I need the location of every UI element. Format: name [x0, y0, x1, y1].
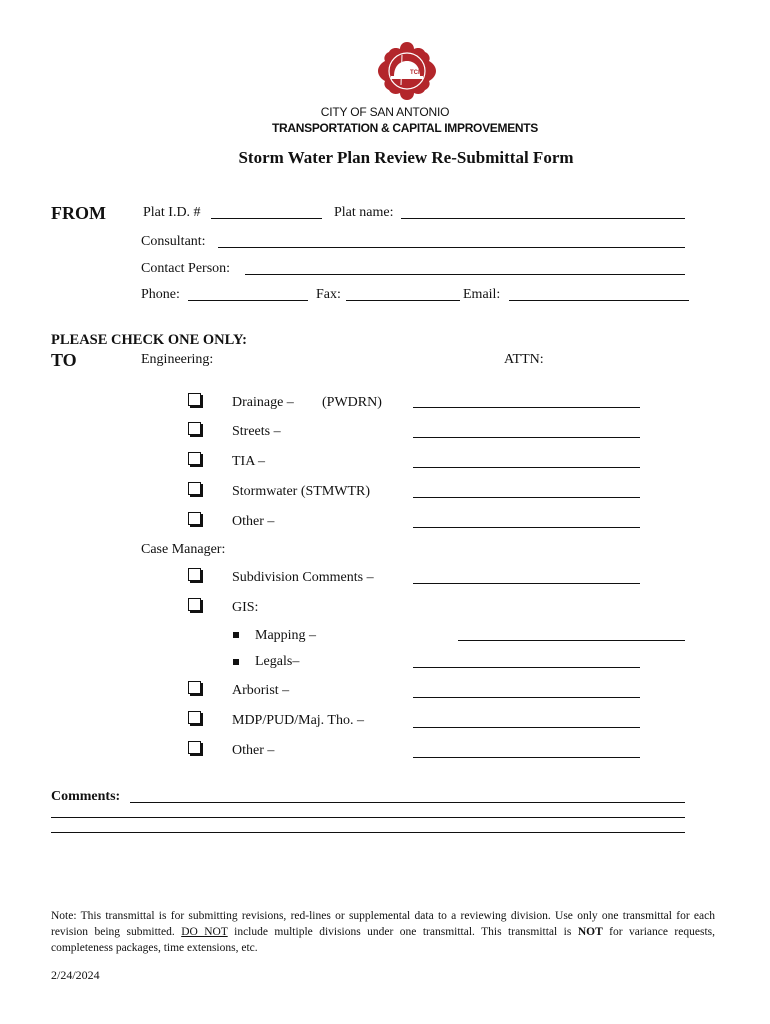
tia-attn-field[interactable]: [413, 467, 640, 468]
comments-line-1[interactable]: [130, 802, 685, 803]
contact-person-label: Contact Person:: [141, 261, 231, 276]
mdp-attn-field[interactable]: [413, 727, 640, 728]
check-one-instruction: PLEASE CHECK ONE ONLY:: [51, 332, 247, 348]
fax-field[interactable]: [346, 300, 460, 301]
legals-bullet: [233, 659, 239, 665]
other-case-attn-field[interactable]: [413, 757, 640, 758]
mapping-label: Mapping –: [255, 628, 317, 643]
other-case-checkbox[interactable]: [188, 741, 201, 754]
consultant-field[interactable]: [218, 247, 685, 248]
plat-name-field[interactable]: [401, 218, 685, 219]
drainage-attn-field[interactable]: [413, 407, 640, 408]
note-do-not: DO NOT: [181, 926, 228, 938]
email-label: Email:: [463, 287, 501, 302]
subdivision-attn-field[interactable]: [413, 583, 640, 584]
drainage-code: (PWDRN): [322, 395, 382, 410]
plat-id-label: Plat I.D. #: [143, 205, 201, 220]
arborist-attn-field[interactable]: [413, 697, 640, 698]
stormwater-checkbox[interactable]: [188, 482, 201, 495]
phone-label: Phone:: [141, 287, 180, 302]
comments-line-3[interactable]: [51, 832, 685, 833]
other-engineering-attn-field[interactable]: [413, 527, 640, 528]
comments-line-2[interactable]: [51, 817, 685, 818]
legals-label: Legals–: [255, 654, 300, 669]
other-case-label: Other –: [232, 743, 275, 758]
department-name: TRANSPORTATION & CAPITAL IMPROVEMENTS: [271, 121, 538, 135]
email-field[interactable]: [509, 300, 689, 301]
comments-label: Comments:: [51, 789, 121, 804]
case-manager-label: Case Manager:: [141, 542, 226, 557]
arborist-checkbox[interactable]: [188, 681, 201, 694]
transmittal-note: [51, 908, 715, 956]
to-label: TO: [51, 350, 77, 370]
note-part-1: Note: This transmittal is for submitting revisions, red-lines or supplemental data to a reviewing division. Use only one transmittal for each revision being submitted.: [51, 910, 715, 938]
note-not: NOT: [577, 926, 603, 938]
other-engineering-checkbox[interactable]: [188, 512, 201, 525]
mdp-checkbox[interactable]: [188, 711, 201, 724]
drainage-label: Drainage –: [232, 395, 294, 410]
other-engineering-label: Other –: [232, 514, 275, 529]
stormwater-attn-field[interactable]: [413, 497, 640, 498]
plat-name-label: Plat name:: [334, 205, 394, 220]
subdivision-checkbox[interactable]: [188, 568, 201, 581]
legals-attn-field[interactable]: [413, 667, 640, 668]
note-part-3: for variance requests, completeness packages, time extensions, etc.: [51, 926, 715, 954]
form-title: Storm Water Plan Review Re-Submittal Form: [238, 148, 574, 167]
form-date: 2/24/2024: [51, 968, 100, 982]
note-part-2: include multiple divisions under one transmittal. This transmittal is: [227, 926, 578, 938]
tia-label: TIA –: [232, 454, 266, 469]
mapping-bullet: [233, 632, 239, 638]
subdivision-label: Subdivision Comments –: [232, 570, 374, 585]
from-label: FROM: [51, 203, 106, 223]
gis-label: GIS:: [232, 600, 259, 615]
phone-field[interactable]: [188, 300, 308, 301]
streets-attn-field[interactable]: [413, 437, 640, 438]
tia-checkbox[interactable]: [188, 452, 201, 465]
engineering-label: Engineering:: [141, 352, 214, 367]
mapping-attn-field[interactable]: [458, 640, 685, 641]
streets-checkbox[interactable]: [188, 422, 201, 435]
org-name: CITY OF SAN ANTONIO: [320, 105, 450, 119]
consultant-label: Consultant:: [141, 234, 206, 249]
streets-label: Streets –: [232, 424, 281, 439]
contact-person-field[interactable]: [245, 274, 685, 275]
drainage-checkbox[interactable]: [188, 393, 201, 406]
tci-logo: [376, 40, 438, 102]
gis-checkbox[interactable]: [188, 598, 201, 611]
logo-text: TCI: [410, 70, 420, 76]
stormwater-label: Stormwater (STMWTR): [232, 484, 371, 499]
attn-label: ATTN:: [504, 352, 544, 367]
plat-id-field[interactable]: [211, 218, 322, 219]
fax-label: Fax:: [316, 287, 341, 302]
arborist-label: Arborist –: [232, 683, 290, 698]
mdp-label: MDP/PUD/Maj. Tho. –: [232, 713, 364, 728]
